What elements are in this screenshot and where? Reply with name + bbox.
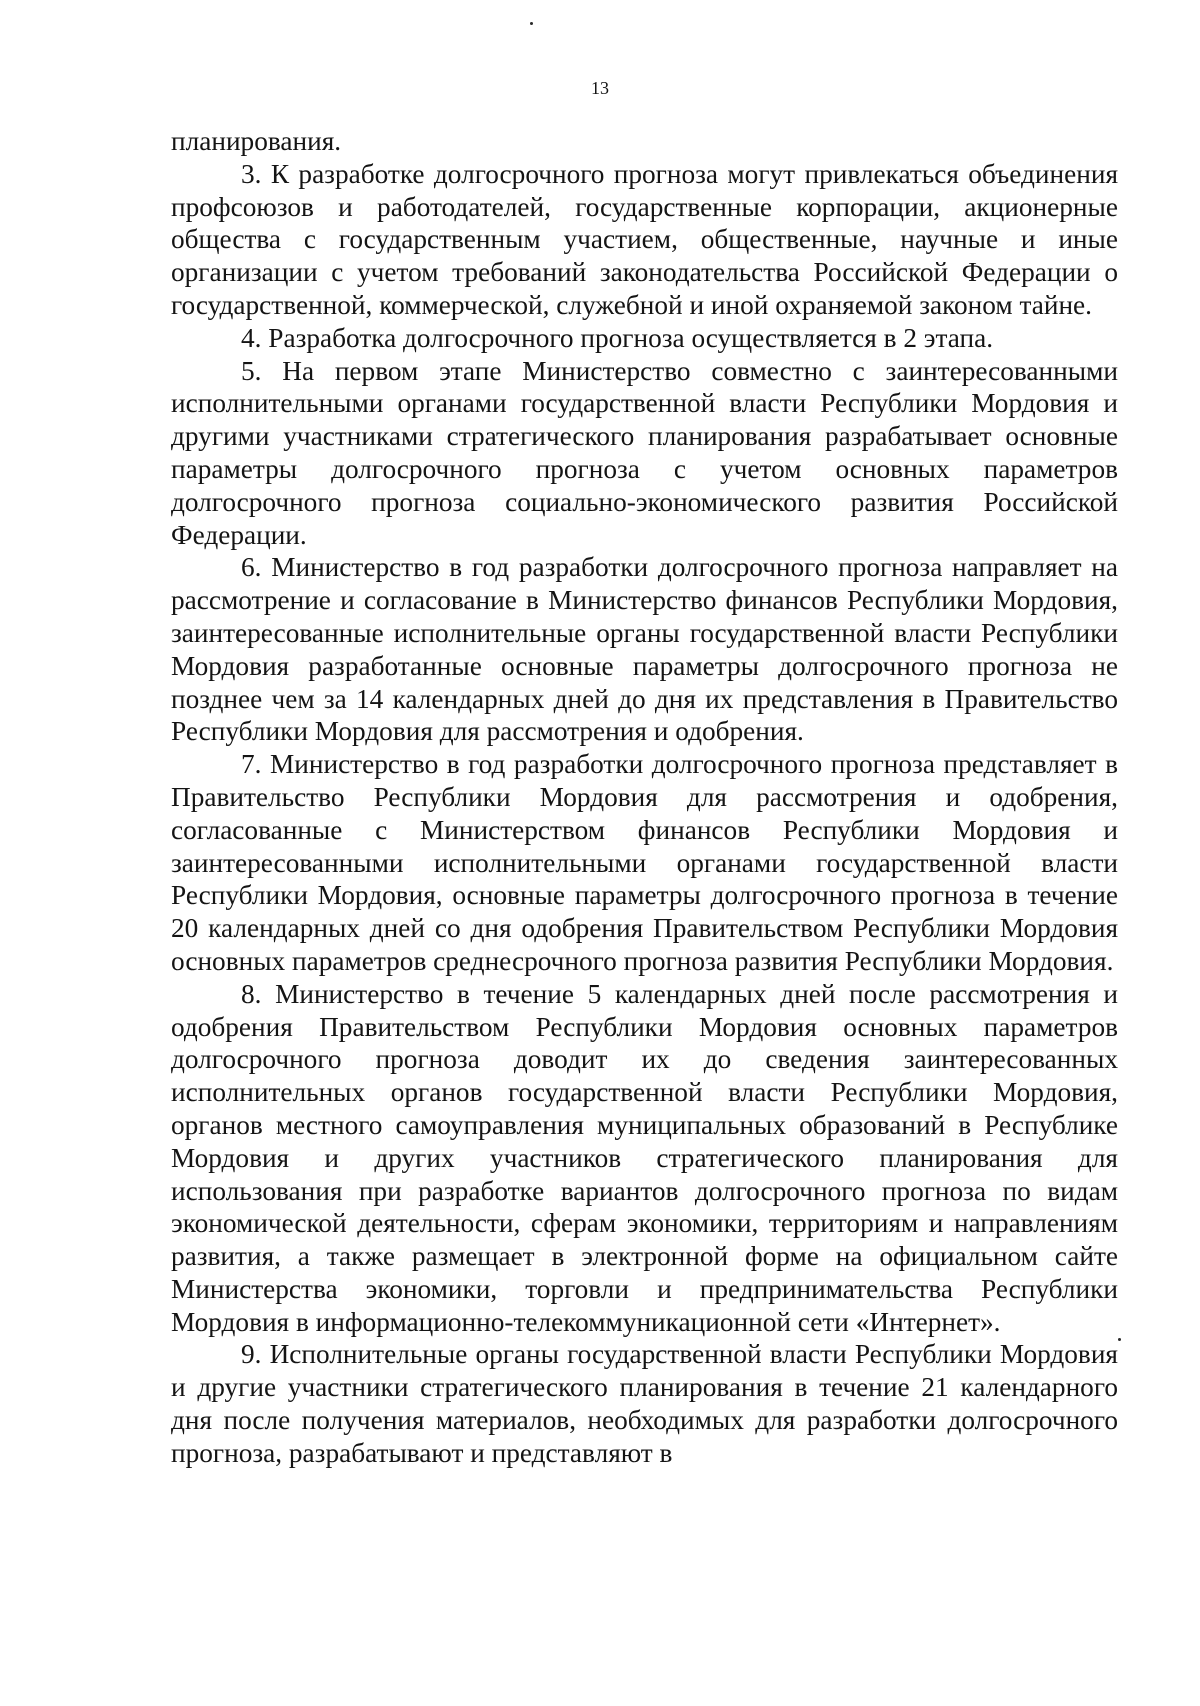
document-body — [171, 125, 1118, 1470]
page-number: 13 — [591, 78, 609, 98]
paragraph-item-8: 8. Министерство в течение 5 календарных дней после рассмотрения и одобрения Правительством Республики Мордовия основных параметров долгосрочного прогноза доводит их до сведения заинтересованных исполнительных органов государственной власти Республики Мордовия, органов местного самоуправления муниципальных образований в Республике Мордовия и других участников стратегического планирования для использования при разработке вариантов долгосрочного прогноза по видам экономической деятельности, сферам экономики, территориям и направлениям развития, а также размещает в электронной форме на официальном сайте Министерства экономики, торговли и предпринимательства Республики Мордовия в информационно-телекоммуникационной сети «Интернет». — [171, 978, 1118, 1337]
paragraph-item-6: 6. Министерство в год разработки долгосрочного прогноза направляет на рассмотрение и согласование в Министерство финансов Республики Мордовия, заинтересованные исполнительные органы государственной власти Республики Мордовия разработанные основные параметры долгосрочного прогноза не позднее чем за 14 календарных дней до дня их представления в Правительство Республики Мордовия для рассмотрения и одобрения. — [171, 552, 1118, 747]
paragraph-continuation: планирования. — [171, 126, 342, 156]
scan-speck — [530, 22, 533, 25]
paragraph-item-3: 3. К разработке долгосрочного прогноза могут привлекаться объединения профсоюзов и работодателей, государственные корпорации, акционерные общества с государственным участием, общественные, научные и иные организации с учетом требований законодательства Российской Федерации о государственной, коммерческой, служебной и иной охраняемой законом тайне. — [171, 158, 1118, 320]
paragraph-item-7: 7. Министерство в год разработки долгосрочного прогноза представляет в Правительство Республики Мордовия для рассмотрения и одобрения, согласованные с Министерством финансов Республики Мордовия и заинтересованными исполнительными органами государственной власти Республики Мордовия, основные параметры долгосрочного прогноза в течение 20 календарных дней со дня одобрения Правительством Республики Мордовия основных параметров среднесрочного прогноза развития Республики Мордовия. — [171, 749, 1118, 976]
paragraph-item-9: 9. Исполнительные органы государственной власти Республики Мордовия и другие участники стратегического планирования в течение 21 календарного дня после получения материалов, необходимых для разработки долгосрочного прогноза, разрабатывают и представляют в — [171, 1339, 1118, 1468]
paragraph-item-4: 4. Разработка долгосрочного прогноза осуществляется в 2 этапа. — [241, 322, 994, 353]
paragraph-item-5: 5. На первом этапе Министерство совместно с заинтересованными исполнительными органами государственной власти Республики Мордовия и другими участниками стратегического планирования разрабатывает основные параметры долгосрочного прогноза с учетом основных параметров долгосрочного прогноза социально-экономического развития Российской Федерации. — [171, 355, 1118, 550]
scan-speck — [1118, 1338, 1121, 1341]
